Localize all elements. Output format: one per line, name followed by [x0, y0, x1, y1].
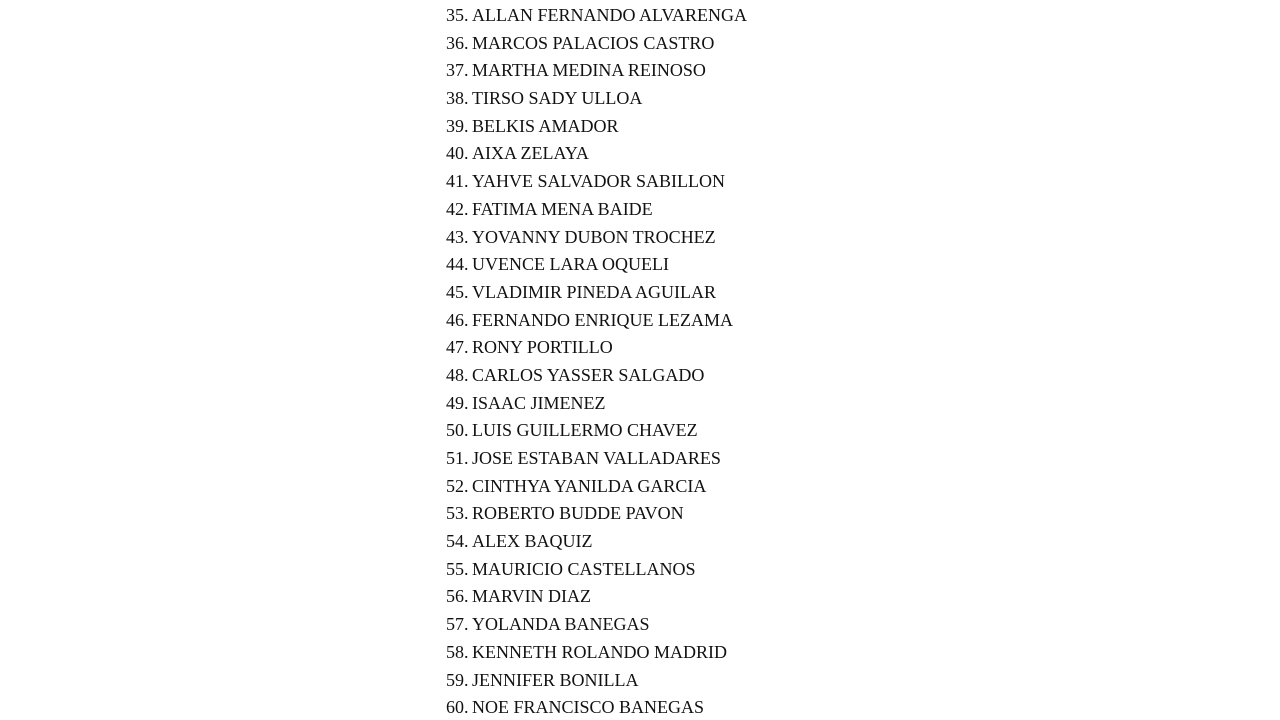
item-name: CARLOS YASSER SALGADO: [472, 364, 705, 385]
item-name: UVENCE LARA OQUELI: [472, 254, 669, 275]
item-name: YOLANDA BANEGAS: [472, 614, 650, 635]
list-item: [446, 611, 747, 639]
item-number: 59.: [446, 669, 469, 690]
list-item: [446, 528, 747, 556]
item-number: 54.: [446, 531, 469, 552]
item-name: KENNETH ROLANDO MADRID: [472, 641, 727, 662]
list-item: [446, 85, 747, 113]
item-number: 38.: [446, 88, 469, 109]
item-number: 40.: [446, 143, 469, 164]
item-name: MARTHA MEDINA REINOSO: [472, 60, 706, 81]
item-number: 47.: [446, 337, 469, 358]
item-name: ROBERTO BUDDE PAVON: [472, 503, 684, 524]
list-item: [446, 224, 747, 252]
list-item: [446, 2, 747, 30]
item-name: MARVIN DIAZ: [472, 586, 592, 607]
item-number: 48.: [446, 364, 469, 385]
item-number: 52.: [446, 475, 469, 496]
numbered-name-list: [446, 2, 747, 720]
item-number: 53.: [446, 503, 469, 524]
item-name: FATIMA MENA BAIDE: [472, 198, 653, 219]
item-number: 46.: [446, 309, 469, 330]
item-number: 43.: [446, 226, 469, 247]
item-name: YAHVE SALVADOR SABILLON: [472, 171, 726, 192]
item-name: CINTHYA YANILDA GARCIA: [472, 475, 707, 496]
item-name: ALEX BAQUIZ: [472, 531, 593, 552]
item-number: 58.: [446, 641, 469, 662]
item-name: JOSE ESTABAN VALLADARES: [472, 448, 721, 468]
list-item: [446, 362, 747, 390]
list-item: [446, 583, 747, 611]
item-number: 50.: [446, 420, 469, 441]
item-number: 36.: [446, 32, 469, 53]
list-item: [446, 57, 747, 85]
list-item: [446, 390, 747, 418]
item-name: MAURICIO CASTELLANOS: [472, 558, 696, 579]
item-name: TIRSO SADY ULLOA: [472, 88, 643, 109]
item-name: ALLAN FERNANDO ALVARENGA: [472, 5, 748, 25]
list-item: [446, 556, 747, 584]
item-name: AIXA ZELAYA: [472, 143, 589, 164]
list-item: [446, 196, 747, 224]
list-item: [446, 667, 747, 695]
list-item: [446, 473, 747, 501]
item-name: FERNANDO ENRIQUE LEZAMA: [472, 309, 733, 330]
item-number: 57.: [446, 614, 469, 635]
item-number: 39.: [446, 115, 469, 136]
item-number: 55.: [446, 558, 469, 579]
item-number: 35.: [446, 5, 469, 25]
item-name: ISAAC JIMENEZ: [472, 392, 606, 413]
list-item: [446, 334, 747, 362]
list-item: [446, 113, 747, 141]
list-item: [446, 500, 747, 528]
item-number: 51.: [446, 448, 469, 468]
item-name: JENNIFER BONILLA: [472, 669, 639, 690]
item-name: NOE FRANCISCO BANEGAS: [472, 697, 705, 718]
item-name: MARCOS PALACIOS CASTRO: [472, 32, 715, 53]
item-number: 42.: [446, 198, 469, 219]
list-item: [446, 279, 747, 307]
list-item: [446, 168, 747, 196]
item-number: 37.: [446, 60, 469, 81]
list-item: [446, 694, 747, 720]
item-name: LUIS GUILLERMO CHAVEZ: [472, 420, 698, 441]
item-name: RONY PORTILLO: [472, 337, 613, 358]
list-item: [446, 140, 747, 168]
list-item: [446, 251, 747, 279]
item-number: 60.: [446, 697, 469, 718]
item-name: BELKIS AMADOR: [472, 115, 619, 136]
item-number: 45.: [446, 281, 469, 302]
item-number: 44.: [446, 254, 469, 275]
list-item: [446, 639, 747, 667]
item-number: 41.: [446, 171, 469, 192]
list-item: [446, 445, 747, 473]
list-item: [446, 30, 747, 58]
item-number: 49.: [446, 392, 469, 413]
list-item: [446, 307, 747, 335]
item-name: VLADIMIR PINEDA AGUILAR: [472, 281, 716, 302]
item-name: YOVANNY DUBON TROCHEZ: [472, 226, 716, 247]
list-item: [446, 417, 747, 445]
item-number: 56.: [446, 586, 469, 607]
